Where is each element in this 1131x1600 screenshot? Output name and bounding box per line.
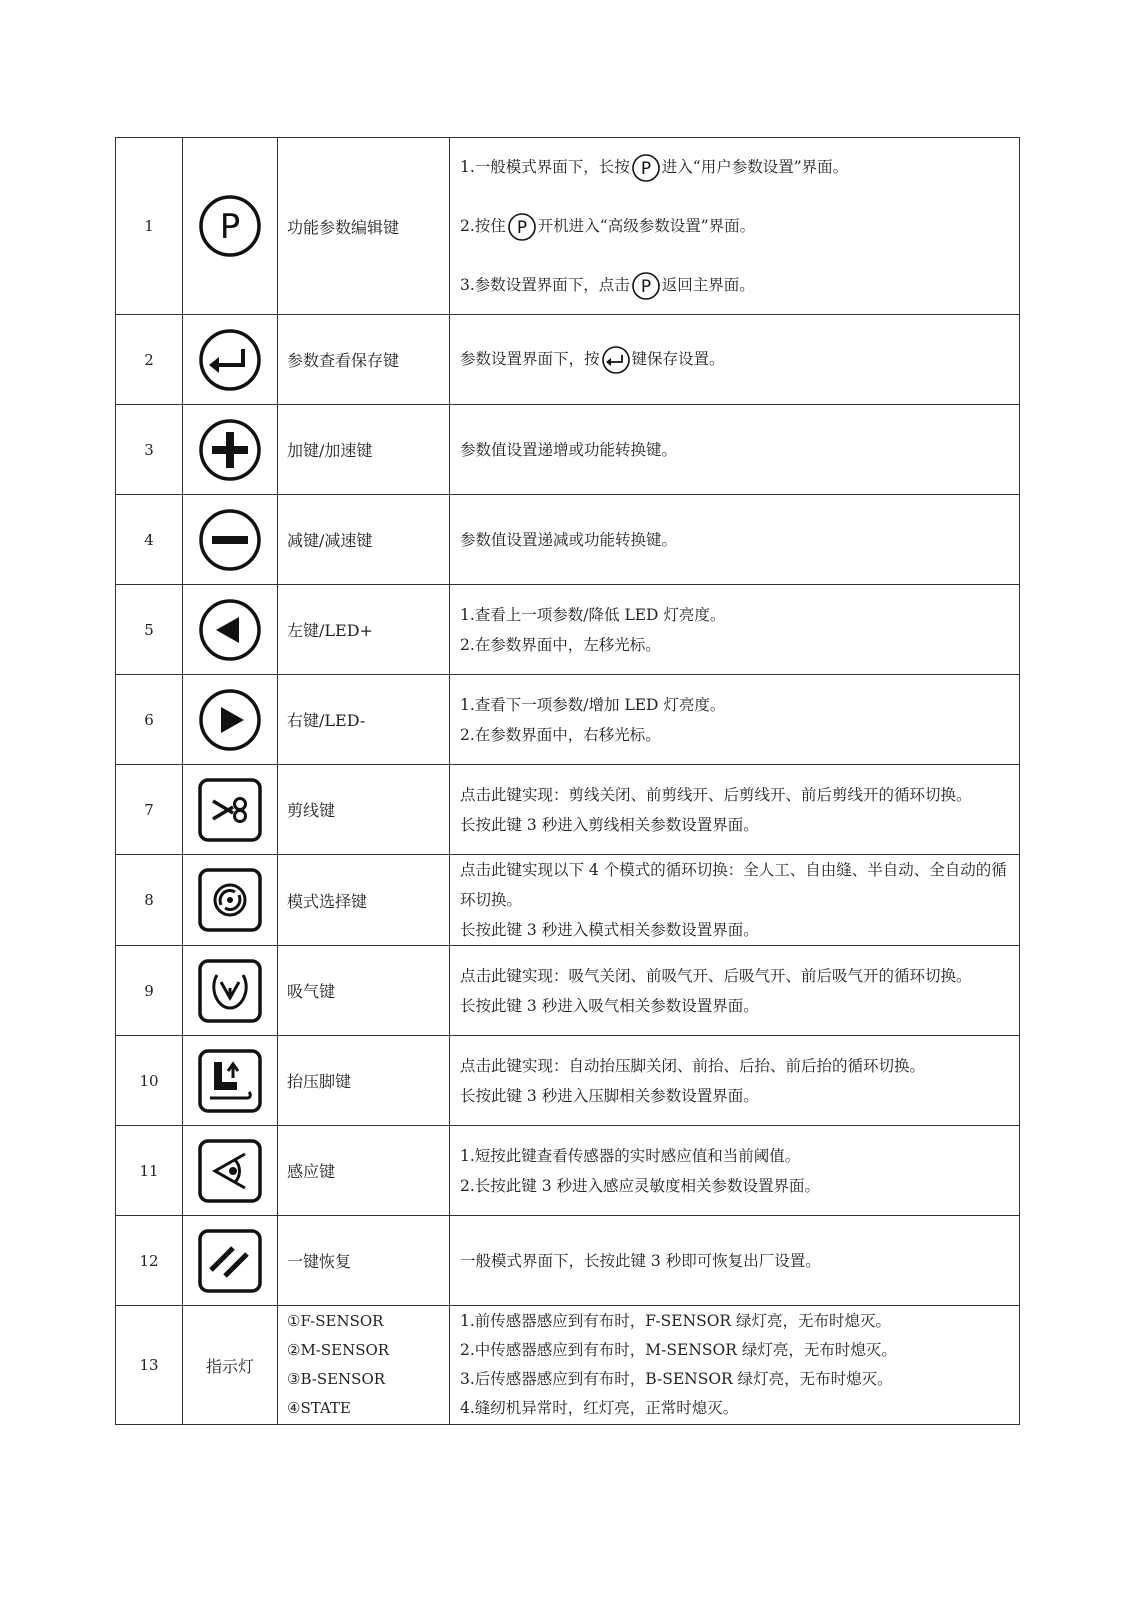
key-description bbox=[450, 765, 1020, 855]
suction-icon bbox=[197, 958, 263, 1024]
p-key-icon bbox=[631, 271, 661, 301]
table-row bbox=[116, 946, 1020, 1036]
desc-line: 点击此键实现以下 4 个模式的循环切换：全人工、自由缝、半自动、全自动的循环切换。 bbox=[460, 861, 1007, 909]
row-number: 8 bbox=[116, 855, 183, 946]
key-description bbox=[450, 495, 1020, 585]
desc-line: 1.短按此键查看传感器的实时感应值和当前阈值。 bbox=[460, 1146, 801, 1165]
key-name: 一键恢复 bbox=[278, 1216, 450, 1306]
indicator-name: ④STATE bbox=[287, 1399, 351, 1417]
table-row bbox=[116, 855, 1020, 946]
desc-line: 1.查看下一项参数/增加 LED 灯亮度。 bbox=[460, 695, 726, 714]
icon-cell bbox=[183, 946, 278, 1036]
icon-cell bbox=[183, 765, 278, 855]
row-number: 2 bbox=[116, 315, 183, 405]
key-description bbox=[450, 1216, 1020, 1306]
key-name: 加键/加速键 bbox=[278, 405, 450, 495]
icon-cell bbox=[183, 1216, 278, 1306]
desc-line: 点击此键实现：剪线关闭、前剪线开、后剪线开、前后剪线开的循环切换。 bbox=[460, 785, 972, 804]
key-description bbox=[450, 675, 1020, 765]
desc-line: 参数设置界面下，按 键保存设置。 bbox=[460, 344, 1011, 375]
presser-foot-icon bbox=[197, 1048, 263, 1114]
row-number: 12 bbox=[116, 1216, 183, 1306]
table-row bbox=[116, 585, 1020, 675]
table-row bbox=[116, 1306, 1020, 1425]
key-description bbox=[450, 315, 1020, 405]
plus-icon bbox=[197, 417, 263, 483]
enter-key-icon bbox=[601, 345, 631, 375]
key-description bbox=[450, 138, 1020, 315]
indicator-name: ②M-SENSOR bbox=[287, 1341, 390, 1359]
icon-cell bbox=[183, 855, 278, 946]
icon-cell bbox=[183, 1126, 278, 1216]
table-row bbox=[116, 1126, 1020, 1216]
row-number: 1 bbox=[116, 138, 183, 315]
icon-cell bbox=[183, 1036, 278, 1126]
row-number: 11 bbox=[116, 1126, 183, 1216]
desc-line: 点击此键实现：吸气关闭、前吸气开、后吸气开、前后吸气开的循环切换。 bbox=[460, 966, 972, 985]
table-row bbox=[116, 1036, 1020, 1126]
desc-line: 3.参数设置界面下，点击 P 返回主界面。 bbox=[460, 270, 1011, 301]
key-name: 减键/减速键 bbox=[278, 495, 450, 585]
desc-line: 1.前传感器感应到有布时，F-SENSOR 绿灯亮，无布时熄灭。 bbox=[460, 1312, 892, 1330]
key-description bbox=[450, 405, 1020, 495]
icon-cell bbox=[183, 405, 278, 495]
desc-line: 2.按住 P 开机进入“高级参数设置”界面。 bbox=[460, 211, 1011, 242]
eye-sensor-icon bbox=[197, 1138, 263, 1204]
key-name: 右键/LED- bbox=[278, 675, 450, 765]
key-description bbox=[450, 1126, 1020, 1216]
desc-line: 1.查看上一项参数/降低 LED 灯亮度。 bbox=[460, 605, 726, 624]
table-row bbox=[116, 138, 1020, 315]
table-row bbox=[116, 1216, 1020, 1306]
desc-line: 长按此键 3 秒进入模式相关参数设置界面。 bbox=[460, 921, 759, 939]
mode-icon bbox=[197, 867, 263, 933]
right-arrow-icon bbox=[197, 687, 263, 753]
row-number: 3 bbox=[116, 405, 183, 495]
desc-line: 长按此键 3 秒进入吸气相关参数设置界面。 bbox=[460, 996, 759, 1015]
reset-icon bbox=[197, 1228, 263, 1294]
p-key-icon bbox=[197, 193, 263, 259]
icon-cell bbox=[183, 585, 278, 675]
key-name: 参数查看保存键 bbox=[278, 315, 450, 405]
icon-cell bbox=[183, 315, 278, 405]
key-description bbox=[450, 1036, 1020, 1126]
indicator-names bbox=[278, 1306, 450, 1425]
desc-line: 长按此键 3 秒进入剪线相关参数设置界面。 bbox=[460, 815, 759, 834]
row-number: 7 bbox=[116, 765, 183, 855]
desc-line: 长按此键 3 秒进入压脚相关参数设置界面。 bbox=[460, 1086, 759, 1105]
key-description bbox=[450, 855, 1020, 946]
key-name: 剪线键 bbox=[278, 765, 450, 855]
key-name: 功能参数编辑键 bbox=[278, 138, 450, 315]
desc-line: 2.在参数界面中，左移光标。 bbox=[460, 635, 661, 654]
row-number: 4 bbox=[116, 495, 183, 585]
desc-line: 点击此键实现：自动抬压脚关闭、前抬、后抬、前后抬的循环切换。 bbox=[460, 1056, 926, 1075]
key-description bbox=[450, 585, 1020, 675]
indicator-label: 指示灯 bbox=[183, 1306, 278, 1425]
key-description bbox=[450, 1306, 1020, 1425]
row-number: 6 bbox=[116, 675, 183, 765]
desc-line: 3.后传感器感应到有布时，B-SENSOR 绿灯亮，无布时熄灭。 bbox=[460, 1370, 893, 1388]
indicator-name: ①F-SENSOR bbox=[287, 1312, 384, 1330]
desc-line: 1.一般模式界面下，长按 P 进入“用户参数设置”界面。 bbox=[460, 152, 1011, 183]
svg-text:P: P bbox=[640, 276, 651, 297]
key-function-table bbox=[115, 137, 1020, 1425]
table-row bbox=[116, 315, 1020, 405]
desc-line: 参数值设置递增或功能转换键。 bbox=[460, 440, 678, 459]
row-number: 10 bbox=[116, 1036, 183, 1126]
table-row bbox=[116, 765, 1020, 855]
desc-line: 2.中传感器感应到有布时，M-SENSOR 绿灯亮，无布时熄灭。 bbox=[460, 1341, 897, 1359]
key-name: 感应键 bbox=[278, 1126, 450, 1216]
key-name: 模式选择键 bbox=[278, 855, 450, 946]
icon-cell bbox=[183, 138, 278, 315]
row-number: 13 bbox=[116, 1306, 183, 1425]
key-description bbox=[450, 946, 1020, 1036]
icon-cell bbox=[183, 675, 278, 765]
p-key-icon bbox=[507, 212, 537, 242]
row-number: 5 bbox=[116, 585, 183, 675]
p-key-icon bbox=[631, 153, 661, 183]
desc-line: 参数值设置递减或功能转换键。 bbox=[460, 530, 678, 549]
row-number: 9 bbox=[116, 946, 183, 1036]
key-name: 抬压脚键 bbox=[278, 1036, 450, 1126]
svg-text:P: P bbox=[516, 217, 527, 238]
key-name: 吸气键 bbox=[278, 946, 450, 1036]
svg-text:P: P bbox=[640, 158, 651, 179]
table-row bbox=[116, 675, 1020, 765]
desc-line: 2.在参数界面中，右移光标。 bbox=[460, 725, 661, 744]
desc-line: 4.缝纫机异常时，红灯亮，正常时熄灭。 bbox=[460, 1399, 739, 1417]
indicator-name: ③B-SENSOR bbox=[287, 1370, 386, 1388]
table-row bbox=[116, 405, 1020, 495]
left-arrow-icon bbox=[197, 597, 263, 663]
desc-line: 一般模式界面下，长按此键 3 秒即可恢复出厂设置。 bbox=[460, 1251, 821, 1270]
svg-text:P: P bbox=[219, 207, 241, 247]
minus-icon bbox=[197, 507, 263, 573]
scissors-icon bbox=[197, 777, 263, 843]
icon-cell bbox=[183, 495, 278, 585]
desc-line: 2.长按此键 3 秒进入感应灵敏度相关参数设置界面。 bbox=[460, 1176, 821, 1195]
key-name: 左键/LED+ bbox=[278, 585, 450, 675]
table-row bbox=[116, 495, 1020, 585]
enter-key-icon bbox=[197, 327, 263, 393]
